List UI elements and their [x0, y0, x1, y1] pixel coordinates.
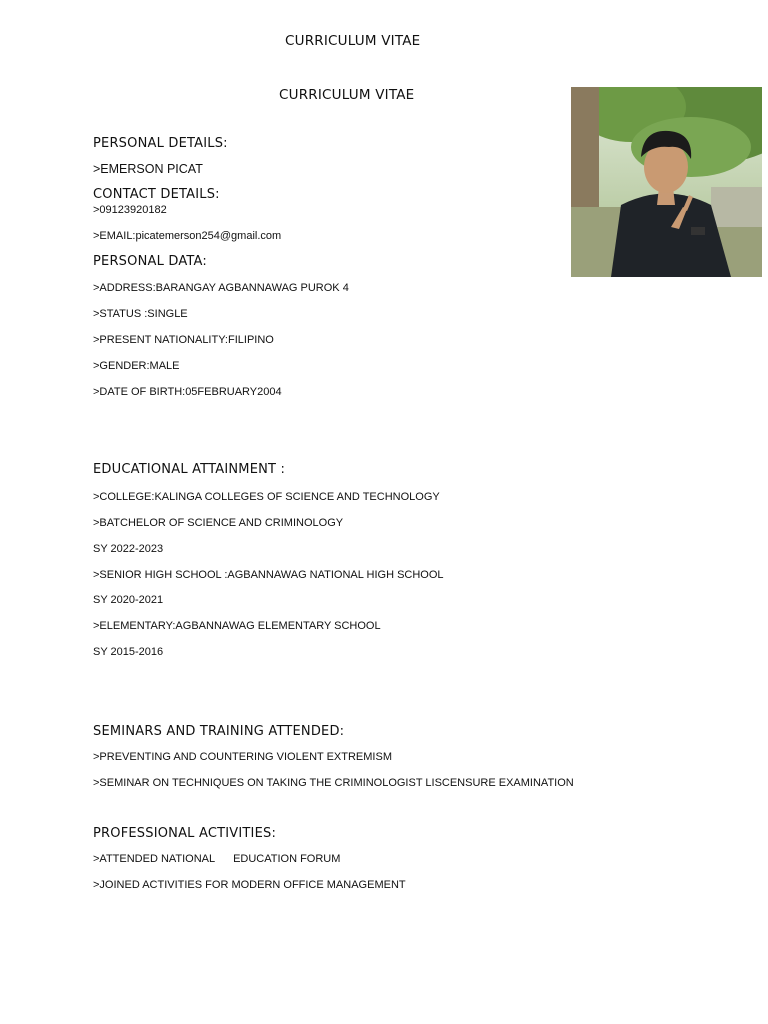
education-senior-high-year: SY 2020-2021	[93, 594, 164, 606]
profile-photo	[571, 87, 762, 277]
profile-photo-image	[571, 87, 762, 277]
personal-data-address: >ADDRESS:BARANGAY AGBANNAWAG PUROK 4	[93, 282, 349, 294]
contact-details-heading: CONTACT DETAILS:	[93, 187, 220, 202]
seminar-item: >SEMINAR ON TECHNIQUES ON TAKING THE CRIMINOLOGIST LISCENSURE EXAMINATION	[93, 777, 574, 789]
personal-name: >EMERSON PICAT	[93, 162, 203, 176]
personal-data-gender: >GENDER:MALE	[93, 360, 180, 372]
document-title: CURRICULUM VITAE	[279, 87, 415, 103]
contact-phone: >09123920182	[93, 204, 167, 216]
education-elementary: >ELEMENTARY:AGBANNAWAG ELEMENTARY SCHOOL	[93, 620, 381, 632]
seminars-heading: SEMINARS AND TRAINING ATTENDED:	[93, 724, 345, 739]
contact-email: >EMAIL:picatemerson254@gmail.com	[93, 230, 282, 242]
seminar-item: >PREVENTING AND COUNTERING VIOLENT EXTREMISM	[93, 751, 392, 763]
education-elementary-year: SY 2015-2016	[93, 646, 164, 658]
education-college-year: SY 2022-2023	[93, 543, 164, 555]
page-header-title: CURRICULUM VITAE	[285, 33, 421, 49]
professional-activity-item: >JOINED ACTIVITIES FOR MODERN OFFICE MANAGEMENT	[93, 879, 406, 891]
education-degree: >BATCHELOR OF SCIENCE AND CRIMINOLOGY	[93, 517, 344, 529]
personal-data-nationality: >PRESENT NATIONALITY:FILIPINO	[93, 334, 274, 346]
personal-details-heading: PERSONAL DETAILS:	[93, 136, 228, 151]
personal-data-status: >STATUS :SINGLE	[93, 308, 188, 320]
education-college: >COLLEGE:KALINGA COLLEGES OF SCIENCE AND TECHNOLOGY	[93, 491, 440, 503]
education-senior-high: >SENIOR HIGH SCHOOL :AGBANNAWAG NATIONAL HIGH SCHOOL	[93, 569, 444, 581]
personal-data-birthdate: >DATE OF BIRTH:05FEBRUARY2004	[93, 386, 282, 398]
personal-data-heading: PERSONAL DATA:	[93, 254, 208, 269]
professional-activities-heading: PROFESSIONAL ACTIVITIES:	[93, 826, 277, 841]
education-heading: EDUCATIONAL ATTAINMENT :	[93, 462, 286, 477]
professional-activity-item: >ATTENDED NATIONAL EDUCATION FORUM	[93, 853, 341, 865]
